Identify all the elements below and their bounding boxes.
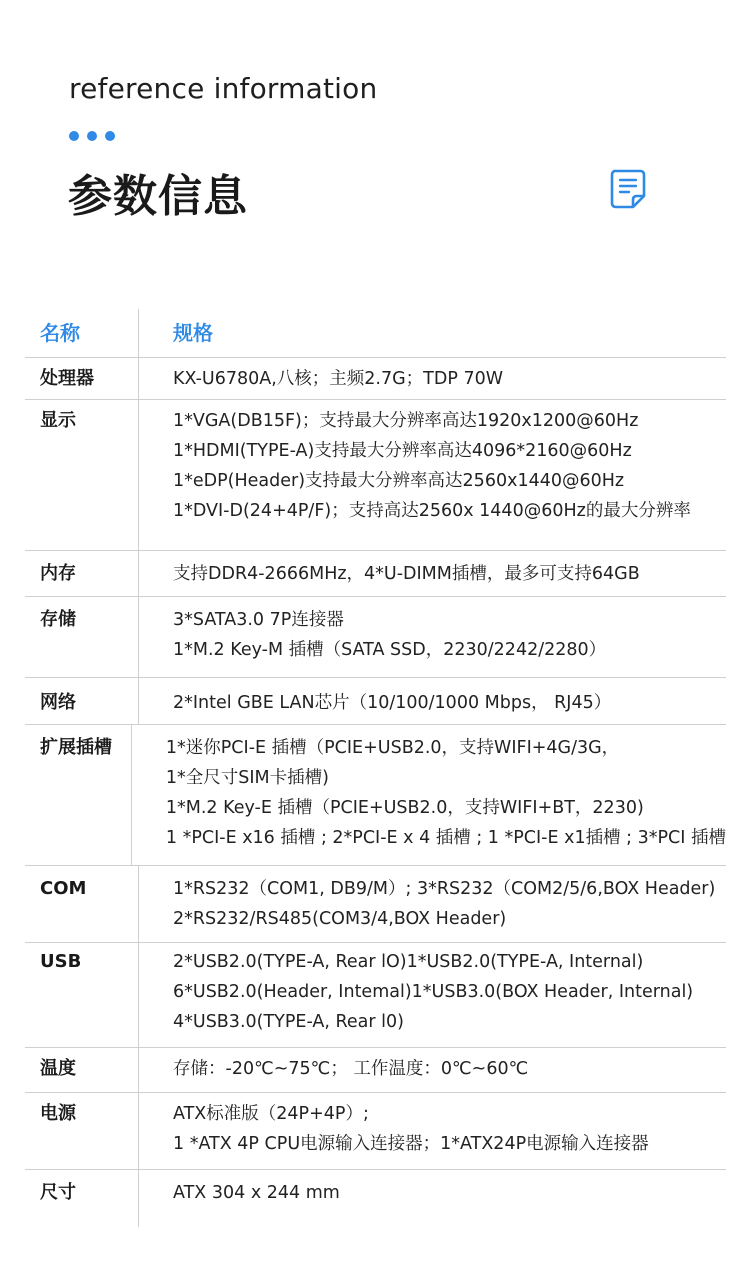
spec-line: 1*全尺寸SIM卡插槽): [165, 768, 329, 788]
section-subtitle: reference information: [69, 72, 378, 105]
spec-line: 1*M.2 Key-M 插槽（SATA SSD，2230/2242/2280）: [173, 640, 607, 660]
row-name: 尺寸: [25, 1170, 139, 1227]
header-spec: 规格: [173, 321, 213, 345]
table-row: [25, 1092, 726, 1169]
row-spec: [139, 678, 726, 724]
row-name: 内存: [25, 551, 139, 596]
row-name: 显示: [25, 400, 139, 550]
table-row: [25, 1047, 726, 1092]
row-spec: [139, 1093, 726, 1169]
spec-line: 存储：-20℃~75℃； 工作温度：0℃~60℃: [173, 1059, 529, 1079]
table-row: [25, 724, 726, 865]
table-row: [25, 942, 726, 1047]
spec-line: 6*USB2.0(Header, Intemal)1*USB3.0(BOX Header, Internal): [173, 982, 694, 1002]
spec-line: 2*RS232/RS485(COM3/4,BOX Header): [173, 909, 507, 929]
row-name: 网络: [25, 678, 139, 724]
table-row: [25, 399, 726, 550]
table-row: [25, 865, 726, 942]
row-name: 温度: [25, 1048, 139, 1092]
row-name: 电源: [25, 1093, 139, 1169]
spec-line: ATX标准版（24P+4P）;: [173, 1104, 369, 1124]
table-row: [25, 596, 726, 677]
dot-icon: [105, 131, 115, 141]
spec-line: 支持DDR4-2666MHz，4*U-DIMM插槽，最多可支持64GB: [173, 564, 640, 584]
row-spec: [139, 943, 726, 1047]
row-name: 处理器: [25, 358, 139, 399]
dot-icon: [69, 131, 79, 141]
row-spec: [139, 551, 726, 596]
table-row: [25, 1169, 726, 1227]
spec-line: KX-U6780A,八核；主频2.7G；TDP 70W: [173, 369, 504, 389]
row-name: 存储: [25, 597, 139, 677]
row-spec: [139, 400, 726, 550]
table-row: [25, 550, 726, 596]
row-spec: [139, 1170, 726, 1227]
row-spec: [139, 866, 726, 942]
spec-line: 3*SATA3.0 7P连接器: [173, 610, 344, 630]
spec-line: 1*DVI-D(24+4P/F)；支持高达2560x 1440@60Hz的最大分辨率: [173, 501, 691, 521]
spec-line: 4*USB3.0(TYPE-A, Rear l0): [173, 1012, 404, 1032]
spec-line: 1*RS232（COM1, DB9/M）; 3*RS232（COM2/5/6,BOX Header): [173, 879, 716, 899]
spec-line: 1*迷你PCI-E 插槽（PCIE+USB2.0，支持WIFI+4G/3G，: [165, 738, 620, 758]
dot-icon: [87, 131, 97, 141]
header-name: 名称: [25, 309, 139, 357]
table-row: [25, 357, 726, 399]
spec-line: 1*M.2 Key-E 插槽（PCIE+USB2.0，支持WIFI+BT，2230): [165, 798, 644, 818]
row-spec: [139, 1048, 726, 1092]
table-row: [25, 677, 726, 724]
spec-line: 1 *ATX 4P CPU电源输入连接器；1*ATX24P电源输入连接器: [173, 1134, 649, 1154]
page-title: 参数信息: [68, 171, 248, 222]
table-header-row: [25, 309, 726, 357]
row-name: COM: [25, 866, 139, 942]
row-name: USB: [25, 943, 139, 1047]
decorative-dots: [69, 131, 115, 141]
spec-line: 2*Intel GBE LAN芯片（10/100/1000 Mbps， RJ45）: [173, 693, 612, 713]
spec-table: [25, 309, 726, 1227]
spec-line: 1*VGA(DB15F)；支持最大分辨率高达1920x1200@60Hz: [173, 411, 639, 431]
spec-line: 1*eDP(Header)支持最大分辨率高达2560x1440@60Hz: [173, 471, 625, 491]
row-spec: [139, 358, 726, 399]
spec-line: 1 *PCI-E x16 插槽 ; 2*PCI-E x 4 插槽 ; 1 *PCI-E x1插槽 ; 3*PCI 插槽: [165, 828, 726, 848]
spec-line: 1*HDMI(TYPE-A)支持最大分辨率高达4096*2160@60Hz: [173, 441, 632, 461]
spec-line: 2*USB2.0(TYPE-A, Rear lO)1*USB2.0(TYPE-A, Internal): [173, 952, 644, 972]
row-spec: [132, 725, 726, 865]
document-icon: [609, 168, 647, 210]
row-name: 扩展插槽: [25, 725, 132, 865]
row-spec: [139, 597, 726, 677]
spec-line: ATX 304 x 244 mm: [173, 1183, 340, 1203]
